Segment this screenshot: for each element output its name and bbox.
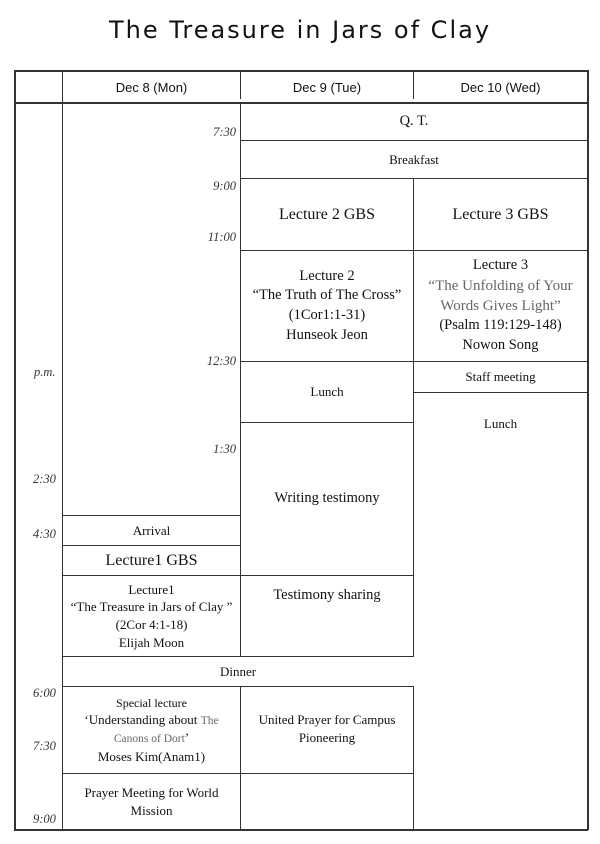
grid-line (587, 70, 589, 830)
prayer-meeting-cell (63, 774, 240, 829)
time-label: 4:30 (33, 527, 56, 541)
time-label: 9:00 (213, 179, 236, 193)
time-label: p.m. (34, 365, 56, 379)
lecture3-cell (414, 251, 587, 361)
special-lecture-speaker: Moses Kim(Anam1) (97, 748, 206, 764)
lecture1-speaker: Elijah Moon (118, 634, 185, 650)
special-lecture-line1b: The (200, 714, 219, 727)
lecture1-cell (63, 576, 240, 656)
time-label: 11:00 (207, 230, 236, 244)
special-lecture-line2a: Canons of Dort (113, 733, 185, 746)
wed-lunch-cell (414, 393, 587, 453)
qt-cell: Q. T. (399, 112, 429, 129)
lecture3-ref: (Psalm 119:129-148) (439, 317, 562, 334)
special-lecture-line2 (114, 729, 189, 748)
lecture2-subtitle: “The Truth of The Cross” (252, 287, 402, 304)
arrival-cell: Arrival (132, 522, 171, 538)
lecture2-title: Lecture 2 (299, 267, 355, 284)
united-prayer-cell (241, 687, 413, 773)
special-lecture-line1a: ‘Understanding about (84, 711, 201, 727)
lecture2-gbs-cell: Lecture 2 GBS (279, 205, 375, 223)
lecture3-gbs-cell: Lecture 3 GBS (452, 205, 549, 223)
dinner-cell: Dinner (219, 663, 257, 679)
time-label: 7:30 (33, 739, 56, 753)
grid-line (14, 829, 588, 831)
time-label: 6:00 (33, 686, 56, 700)
time-label: 7:30 (213, 125, 236, 139)
time-label: 12:30 (206, 354, 236, 368)
day-header-wed: Dec 10 (Wed) (460, 79, 541, 95)
writing-testimony-cell: Writing testimony (274, 490, 380, 507)
lecture3-subtitle: “The Unfolding of Your Words Gives Light” (428, 277, 573, 315)
lecture1-subtitle: “The Treasure in Jars of Clay ” (70, 599, 233, 615)
wed-lunch-label: Lunch (483, 416, 518, 431)
lecture3-title: Lecture 3 (472, 257, 529, 274)
lecture1-title: Lecture1 (128, 581, 175, 597)
lecture2-cell (241, 251, 413, 361)
time-label: 1:30 (213, 442, 236, 456)
special-lecture-title: Special lecture (116, 695, 187, 710)
grid-line (413, 686, 414, 830)
testimony-sharing-label: Testimony sharing (273, 587, 381, 603)
breakfast-cell: Breakfast (389, 151, 439, 167)
time-label: 9:00 (33, 812, 56, 826)
tue-lunch-cell: Lunch (310, 384, 344, 400)
lecture1-gbs-cell: Lecture1 GBS (105, 551, 198, 569)
day-header-tue: Dec 9 (Tue) (292, 79, 362, 95)
special-lecture-cell (63, 687, 240, 773)
day-header-mon: Dec 8 (Mon) (115, 79, 188, 95)
lecture2-ref: (1Cor1:1-31) (288, 307, 366, 323)
staff-meeting-cell: Staff meeting (465, 369, 536, 385)
document-title: The Treasure in Jars of Clay (108, 16, 492, 44)
united-prayer-label: United Prayer for Campus Pioneering (258, 712, 396, 745)
lecture1-ref: (2Cor 4:1-18) (115, 617, 188, 632)
special-lecture-line1 (84, 711, 218, 730)
lecture2-speaker: Hunseok Jeon (286, 326, 368, 343)
grid-line (14, 70, 16, 830)
testimony-sharing-cell (241, 576, 413, 656)
time-label: 2:30 (33, 472, 56, 486)
grid-line (240, 773, 414, 774)
prayer-meeting-label: Prayer Meeting for World Mission (84, 784, 219, 818)
special-lecture-line2b: ’ (184, 730, 190, 746)
lecture3-speaker: Nowon Song (462, 337, 539, 354)
